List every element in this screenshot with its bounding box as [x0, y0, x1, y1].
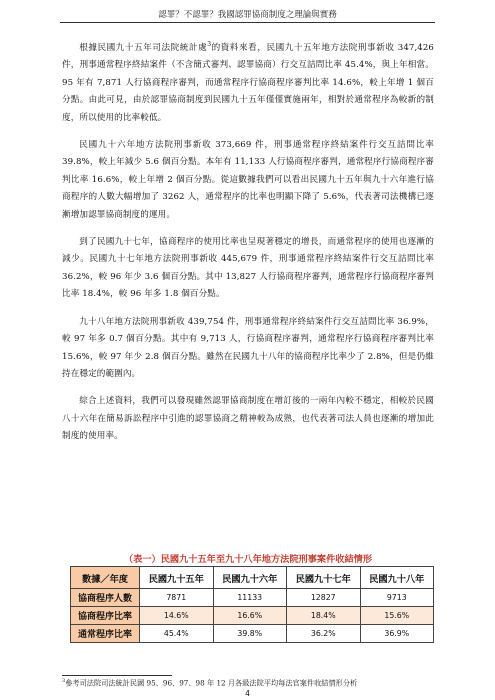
- table-cell: 9713: [360, 589, 434, 607]
- table-cell: 39.8%: [213, 625, 287, 643]
- year-header: 民國九十八年: [360, 567, 434, 589]
- year-header: 民國九十七年: [287, 567, 361, 589]
- row-label: 通常程序比率: [71, 625, 140, 643]
- table-header-row: [71, 567, 434, 589]
- statistics-table: [70, 566, 434, 643]
- table-row: [71, 589, 434, 607]
- footnote: [62, 678, 434, 688]
- table-cell: 45.4%: [140, 625, 214, 643]
- footnote-rule: [62, 675, 172, 676]
- year-header: 民國九十五年: [140, 567, 214, 589]
- table-caption: （表一）民國九十五年至九十八年地方法院刑事案件收結情形: [123, 554, 373, 565]
- table-cell: 11133: [213, 589, 287, 607]
- table-cell: 12827: [287, 589, 361, 607]
- footnote-marker: 3: [62, 678, 66, 684]
- running-header: 認罪？不認罪？我國認罪協商制度之理論與實務: [158, 10, 337, 20]
- footnote-ref[interactable]: 3: [207, 41, 212, 49]
- paragraph-3: 到了民國九十七年，協商程序的使用比率也呈現著穩定的增長，而通常程序的使用也逐漸的減少。民國九十七年地方法院刑事新收 445,679 件，刑事通常程序終結案件行交互詰問比率 36.2%，較 96 年少 3.6 個百分點。其中 13,827 人行協商程序審判，通常程序行協商程序審判比率 18.4%，較 96 年多 1.8 個百分點。: [62, 237, 434, 300]
- table-row: [71, 625, 434, 643]
- table-cell: 15.6%: [360, 607, 434, 625]
- table-cell: 36.9%: [360, 625, 434, 643]
- footnote-text: 參考司法院司法統計民國 95、96、97、98 年 12 月各級法院平均每法官案件收結情形分析: [65, 678, 358, 688]
- table-cell: 18.4%: [287, 607, 361, 625]
- table-cell: 7871: [140, 589, 214, 607]
- paragraph-5: 綜合上述資料，我們可以發現雖然認罪協商制度在增訂後的一兩年內較不穩定，相較於民國八十六年在簡易訴訟程序中引進的認罪協商之精神較為成熟，也代表著司法人員也逐漸的增加此制度的使用率。: [62, 396, 434, 442]
- paragraph-1: 根據民國九十五年司法院統計處$^3$的資料來看，民國九十五年地方法院刑事新收 347,426 件，刑事通常程序終結案件（不含簡式審判、認罪協商）行交互詰問比率 45.4%，與上年相當。95 年有 7,871 人行協商程序審判，而通常程序行協商程序審判比率 14.6%，較上年增 1 個百分點。由此可見，由於認罪協商制度到民國九十五年僅僅實施兩年，相對於通常程序為較新的制度，所以使用的比率較低。: [62, 41, 434, 123]
- body-text: [62, 40, 434, 456]
- paragraph-2: 民國九十六年地方法院刑事新收 373,669 件，刑事通常程序終結案件行交互詰問比率 39.8%，較上年減少 5.6 個百分點。本年有 11,133 人行協商程序審判，通常程序行協商程序審判比率 16.6%，較上年增 2 個百分點。從這數據我們可以看出民國九十五年與九十六年進行協商程序的人數大幅增加了 3262 人，通常程序的比率也明顯下降了 5.6%，代表著司法機構已逐漸增加認罪協商制度的運用。: [62, 140, 434, 220]
- table-cell: 14.6%: [140, 607, 214, 625]
- page-number: 4: [245, 689, 250, 698]
- paragraph-4: 九十八年地方法院刑事新收 439,754 件，刑事通常程序終結案件行交互詰問比率 36.9%，較 97 年多 0.7 個百分點。其中有 9,713 人，行協商程序審判，通常程序行協商程序審判比率 15.6%，較 97 年少 2.8 個百分點。雖然在民國九十八年的協商程序比率少了 2.8%，但是仍維持在穩定的範圍內。: [62, 316, 434, 379]
- row-label: 協商程序人數: [71, 589, 140, 607]
- table-corner-header: 數據／年度: [71, 567, 140, 589]
- table-cell: 36.2%: [287, 625, 361, 643]
- table-row: [71, 607, 434, 625]
- table-cell: 16.6%: [213, 607, 287, 625]
- row-label: 協商程序比率: [71, 607, 140, 625]
- year-header: 民國九十六年: [213, 567, 287, 589]
- header-rule: [60, 22, 435, 23]
